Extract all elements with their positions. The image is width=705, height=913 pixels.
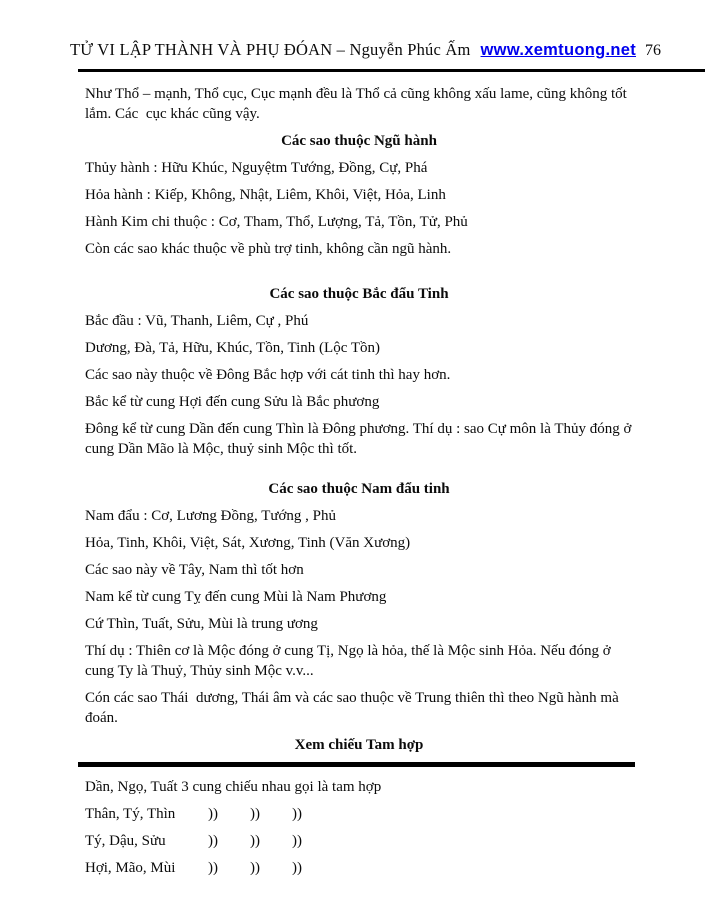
document-title: TỬ VI LẬP THÀNH VÀ PHỤ ĐÓAN – Nguyễn Phúc Ấm [70,40,471,59]
text-line: Thủy hành : Hữu Khúc, Nguyệtm Tướng, Đồng, Cự, Phá [85,160,428,176]
section-heading-tam-hop: Xem chiếu Tam hợp [294,737,424,753]
ditto-mark: )) [208,833,218,849]
text-line: Bắc kể từ cung Hợi đến cung Sửu là Bắc phương [85,394,380,410]
section-divider [78,762,635,767]
intro-paragraph: Như Thổ – mạnh, Thổ cục, Cục mạnh đều là Thổ cả cũng không xấu lame, cũng không tốt lắm. Các cục khác cũng vậy. [85,86,631,122]
ditto-mark: )) [208,860,218,876]
page-body [0,72,705,878]
text-line: Các sao này thuộc về Đông Bắc hợp với cát tinh thì hay hơn. [85,367,451,383]
page-number: 76 [645,42,661,59]
text-line: Hỏa hành : Kiếp, Không, Nhật, Liêm, Khôi, Việt, Hỏa, Linh [85,187,446,203]
text-line: Nam kể từ cung Tỵ đến cung Mùi là Nam Phương [85,589,387,605]
website-link[interactable]: www.xemtuong.net [480,41,636,59]
ditto-mark: )) [208,806,218,822]
tam-hop-row [85,804,633,824]
ditto-mark: )) [250,806,260,822]
text-line: Còn các sao khác thuộc về phù trợ tinh, không cần ngũ hành. [85,241,452,257]
text-line: Dương, Đà, Tả, Hữu, Khúc, Tồn, Tinh (Lộc Tồn) [85,340,381,356]
text-line: Bắc đầu : Vũ, Thanh, Liêm, Cự , Phú [85,313,309,329]
ditto-mark: )) [292,833,302,849]
text-line: Hành Kim chi thuộc : Cơ, Tham, Thổ, Lượng, Tả, Tồn, Tử, Phủ [85,214,468,230]
row-label: Thân, Tý, Thìn [85,806,176,822]
text-line: Đông kể từ cung Dần đến cung Thìn là Đông phương. Thí dụ : sao Cự môn là Thủy đóng ở cung Dần Mão là Mộc, thuỷ sinh Mộc thì tốt. [85,421,636,457]
ditto-mark: )) [250,860,260,876]
tam-hop-row [85,831,633,851]
row-label: Hợi, Mão, Mùi [85,860,176,876]
text-line: Cón các sao Thái dương, Thái âm và các sao thuộc về Trung thiên thì theo Ngũ hành mà đoán. [85,690,623,726]
text-line: Các sao này về Tây, Nam thì tốt hơn [85,562,304,578]
ditto-mark: )) [292,806,302,822]
section-heading-nam-dau: Các sao thuộc Nam đẩu tinh [268,481,450,497]
page-header [0,0,705,60]
text-line: Hỏa, Tinh, Khôi, Việt, Sát, Xương, Tinh (Văn Xương) [85,535,411,551]
text-line: Thí dụ : Thiên cơ là Mộc đóng ở cung Tị, Ngọ là hỏa, thế là Mộc sinh Hỏa. Nếu đóng ở cung Ty là Thuỷ, Thủy sinh Mộc v.v... [85,643,615,679]
text-line: Nam đẩu : Cơ, Lương Đồng, Tướng , Phủ [85,508,337,524]
section-heading-ngu-hanh: Các sao thuộc Ngũ hành [281,133,437,149]
tam-hop-row [85,858,633,878]
text-line: Cứ Thìn, Tuất, Sửu, Mùi là trung ương [85,616,318,632]
ditto-mark: )) [292,860,302,876]
ditto-mark: )) [250,833,260,849]
section-heading-bac-dau: Các sao thuộc Bắc đẩu Tinh [269,286,449,302]
row-label: Tý, Dậu, Sửu [85,833,166,849]
tam-hop-intro: Dần, Ngọ, Tuất 3 cung chiếu nhau gọi là tam hợp [85,779,382,795]
